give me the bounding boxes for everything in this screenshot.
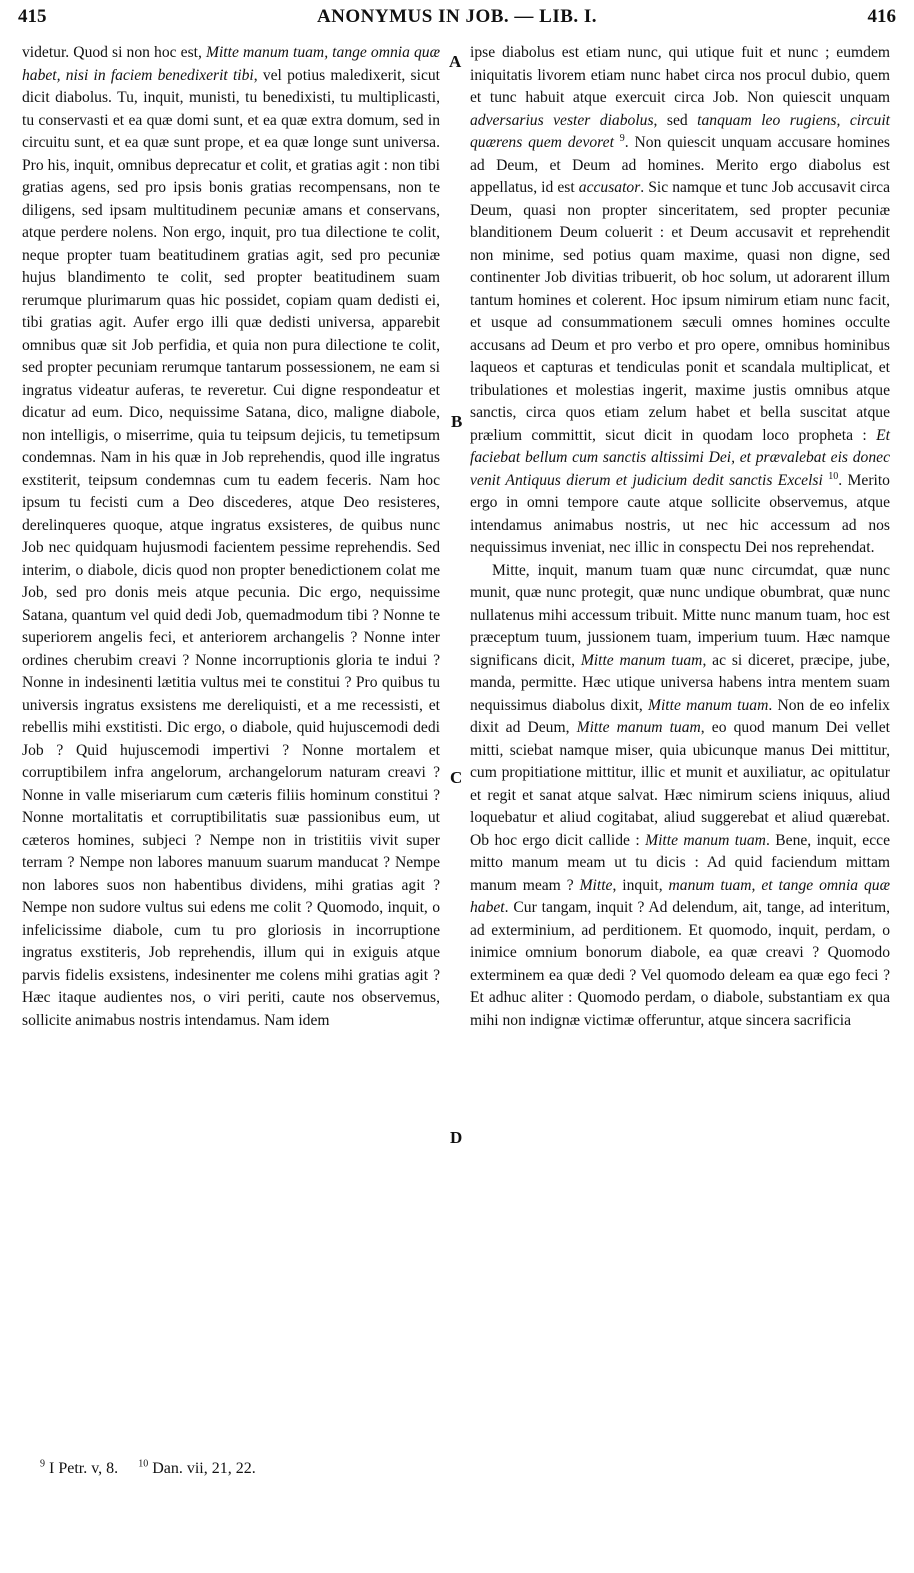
text-run: , ac si diceret, præcipe, jube, manda, permitte. Hæc utique universa habens intra mentem suam nequissimus diabolus dixit, (470, 651, 890, 714)
right-paragraph-1 (470, 42, 890, 560)
footnote-ref: 9 (619, 132, 625, 144)
text-run: ipse diabolus est etiam nunc, qui utique fuit et nunc ; eumdem iniquitatis livorem etiam nunc habet circa nos procul dubio, quem et tunc habuit atque exercuit circa Job. Non quiescit unquam (470, 44, 890, 106)
text-run: Mitte, inquit, manum tuam quæ nunc circumdat, quæ nunc munit, quæ nunc protegit, quæ nunc undique obumbrat, quæ nunc nullatenus mihi accessum tribuit. Mitte nunc manum tuam, hoc est præceptum tuum, jussionem tuam, imperium tuum. Hæc namque significans dicit, (470, 561, 890, 669)
text-run: , inquit, (612, 876, 669, 894)
text-run: . Bene, inquit, ecce mitto manum meam ut tu dicis : Ad quid faciendum mittam manum meam ? (470, 831, 890, 894)
text-run: . Cur tangam, inquit ? Ad delendum, ait, tange, ad interitum, ad exterminium, ad perditionem. Et quomodo, inquit, perdam, o inimice omnium bonorum diabole, ea quæ creavi ? Quomodo exterminem ea quæ dedi ? Vel quomodo deleam ea quæ ego feci ? Et adhuc aliter : Quomodo perdam, o diabole, substantiam ex qua mihi non indignæ victimæ offeruntur, atque sincera sacrificia (470, 899, 890, 1029)
scripture-quote: Mitte manum tuam (645, 831, 766, 849)
text-run: , vel potius maledixerit, sicut dicit diabolus. Tu, inquit, munisti, tu benedixisti, tu multiplicasti, tu conservasti et ea quæ domi sunt, et ea quæ extra domum, sed in circuitu sunt, et ea quæ sunt prope, et ea quæ longe sunt universa. Pro his, inquit, omnibus deprecatur et colit, et gratias agit : non tibi gratias agens, sed pro ipsis bonis gratias recompensans, non te diligens, sed ipsam multitudinem pecuniæ amans et conservans, atque perdere nolens. Non ergo, inquit, pro tua dilectione te colit, neque propter tuam beatitudinem gratias agit, sed pro pecuniæ hujus blandimento te colit, sed propter beatitudinem suam rerumque plurimarum quas hic possidet, copiam quam dedisti ei, tibi gratias agit. Aufer ergo illi quæ dedisti universa, apparebit omnibus quæ sit Job perfidia, et quia non pura dilectione te colit, sed propter pecuniam rerumque tantarum possessionem, ne eam si ingratus videatur auferas, te reveretur. Cui digne respondeatur et dicatur ad eum. Dico, nequissime Satana, dico, maligne diabole, non intelligis, o miserrime, quia tu teipsum dejicis, tu temetipsum condemnas. Nam in his quæ in Job reprehendis, quod ille ingratus exstiterit, teipsum condemnas cum tu eadem feceris. Nam hoc ipsum tu fecisti cum a Deo discederes, atque Deo resisteres, derelinqueres quoque, atque ingratus exsisteres, de quibus nunc Job nec quidquam hujusmodi facientem pessime reprehendis. Sed interim, o diabole, dicis quod non propter benedictionem colat me Job, sed pro donis meis atque pecunia. Dic ergo, nequissime Satana, quantum vel quid dedi Job, quemadmodum tibi ? Nonne te superiorem angelis feci, et anteriorem archangelis ? Nonne inter ordines cherubim creavi ? Nonne incorruptionis gloria te indui ? Nonne in indesinenti lætitia vultus mei te constitui ? Pro quibus tu universis ingratus exsistens me dereliquisti, et a me recessisti, et rebellis mihi exstitisti. Dic ergo, o diabole, quid hujuscemodi dedi Job ? Quid hujuscemodi impertivi ? Nonne mortalem et corruptibilem infra angelorum, archangelorum naturam creavi ? Nonne in valle miseriarum cum cæteris filiis hominum constitui ? Nonne mortalitatis et corruptibilitatis suæ passionibus eum, ut cæteros homines, subjeci ? Nempe non in tristitiis vivit super terram ? Nempe non labores manuum suarum manducat ? Nempe non labores suos non habentibus dividens, mihi gratias agit ? Nempe non sudore vultus sui edens me colit ? Quomodo, inquit, o infelicissime diabole, cum tu pro gloriosis in incorruptione ingratus exstiteris, Job reprehendis, illum qui in exiguis atque parvis fidelis exsistens, indesinenter me colens mihi gratias agit ? Hæc itaque audientes nos, o viri periti, caute nos observemus, sollicite animabus nostris intendamus. Nam idem (22, 66, 440, 1029)
scripture-quote: Mitte manum tuam (576, 719, 701, 736)
text-run: , sed (653, 111, 698, 129)
emphasis: accusator (578, 179, 641, 196)
left-paragraph (22, 42, 440, 1032)
scripture-quote: Mitte manum tuam (647, 696, 769, 714)
right-column (470, 42, 890, 1032)
section-marker-b: B (451, 412, 463, 431)
scripture-quote: Mitte manum tuam, tange omnia quæ habet, nisi in faciem benedixerit tibi (22, 44, 441, 84)
scripture-quote: Et faciebat bellum cum sanctis altissimi Dei, et prævalebat eis donec venit Antiquus dierum et judicium dedit sanctis Excelsi (470, 426, 890, 489)
scripture-quote: Mitte manum tuam (580, 651, 703, 669)
text-run: videtur. Quod si non hoc est, (22, 44, 206, 61)
footnote-text: I Petr. v, 8. (45, 1460, 119, 1477)
left-column (22, 42, 440, 1032)
running-title: ANONYMUS IN JOB. — LIB. I. (316, 6, 598, 27)
footnote-text: Dan. vii, 21, 22. (148, 1460, 256, 1477)
text-run: . Sic namque et tunc Job accusavit circa Deum, quasi non propter sinceritatem, sed propter pecuniæ blanditionem Deum coluerit : et Deum accusavit et reprehendit non minime, sed potius quam maxime, quasi non digne, sed continenter Job divitias tribuerit, ob hoc solum, ut adorarent illum tantum homines et colerent. Hoc ipsum nimirum etiam nunc facit, et usque ad consummationem sæculi omnes homines occulte accusans ad Deum et pro verbo et pro opere, omnibus hominibus laqueos et capturas et tendiculas ponit et scandala multiplicat, et tribulationes et molestias ingerit, maxime justis omnibus atque sanctis, circa quos etiam zelum habet et bella suscitat atque prælium committit, sicut dicit in quodam loco propheta : (470, 179, 891, 444)
left-page-number: 415 (18, 6, 47, 27)
section-marker-d: D (450, 1128, 463, 1147)
scripture-quote: Mitte (579, 876, 613, 894)
section-marker-c: C (450, 768, 463, 787)
text-run: . Merito ergo in omni tempore caute atque sollicite observemus, atque intendamus animabus nostris, ut nec hic accessum ad nos nequissimus inveniat, nec illic in conspectu Dei nos reprehendat. (470, 471, 890, 556)
footnote-ref: 10 (828, 470, 839, 482)
scripture-quote: adversarius vester diabolus (470, 111, 654, 129)
text-run: . Non de eo infelix dixit ad Deum, (470, 696, 890, 736)
right-paragraph-2 (470, 560, 890, 1033)
text-run: , eo quod manum Dei vellet mitti, sciebat namque miser, quia ubicunque manus Dei mittitur, cum propitiatione mittitur, illic et munit et auxiliatur, ac opitulatur et regit et sanat atque salvat. Hæc nimirum sciens iniquus, aliud loquebatur et aliud cogitabat, aliud suggerebat et aliud quærebat. Ob hoc ergo dicit callide : (470, 719, 890, 849)
scripture-quote: manum tuam, et tange omnia quæ habet (470, 876, 890, 916)
footnote-number: 10 (138, 1458, 149, 1470)
footnotes (40, 1460, 256, 1478)
right-page-number: 416 (867, 6, 896, 27)
text-run: . Non quiescit unquam accusare homines ad Deum, et Deum ad homines. Merito ergo diabolus est appellatus, id est (470, 134, 890, 196)
page-header (18, 6, 896, 36)
scripture-quote: tanquam leo rugiens, circuit quærens quem devoret (470, 111, 890, 151)
section-marker-a: A (449, 52, 462, 71)
footnote-number: 9 (40, 1458, 45, 1470)
